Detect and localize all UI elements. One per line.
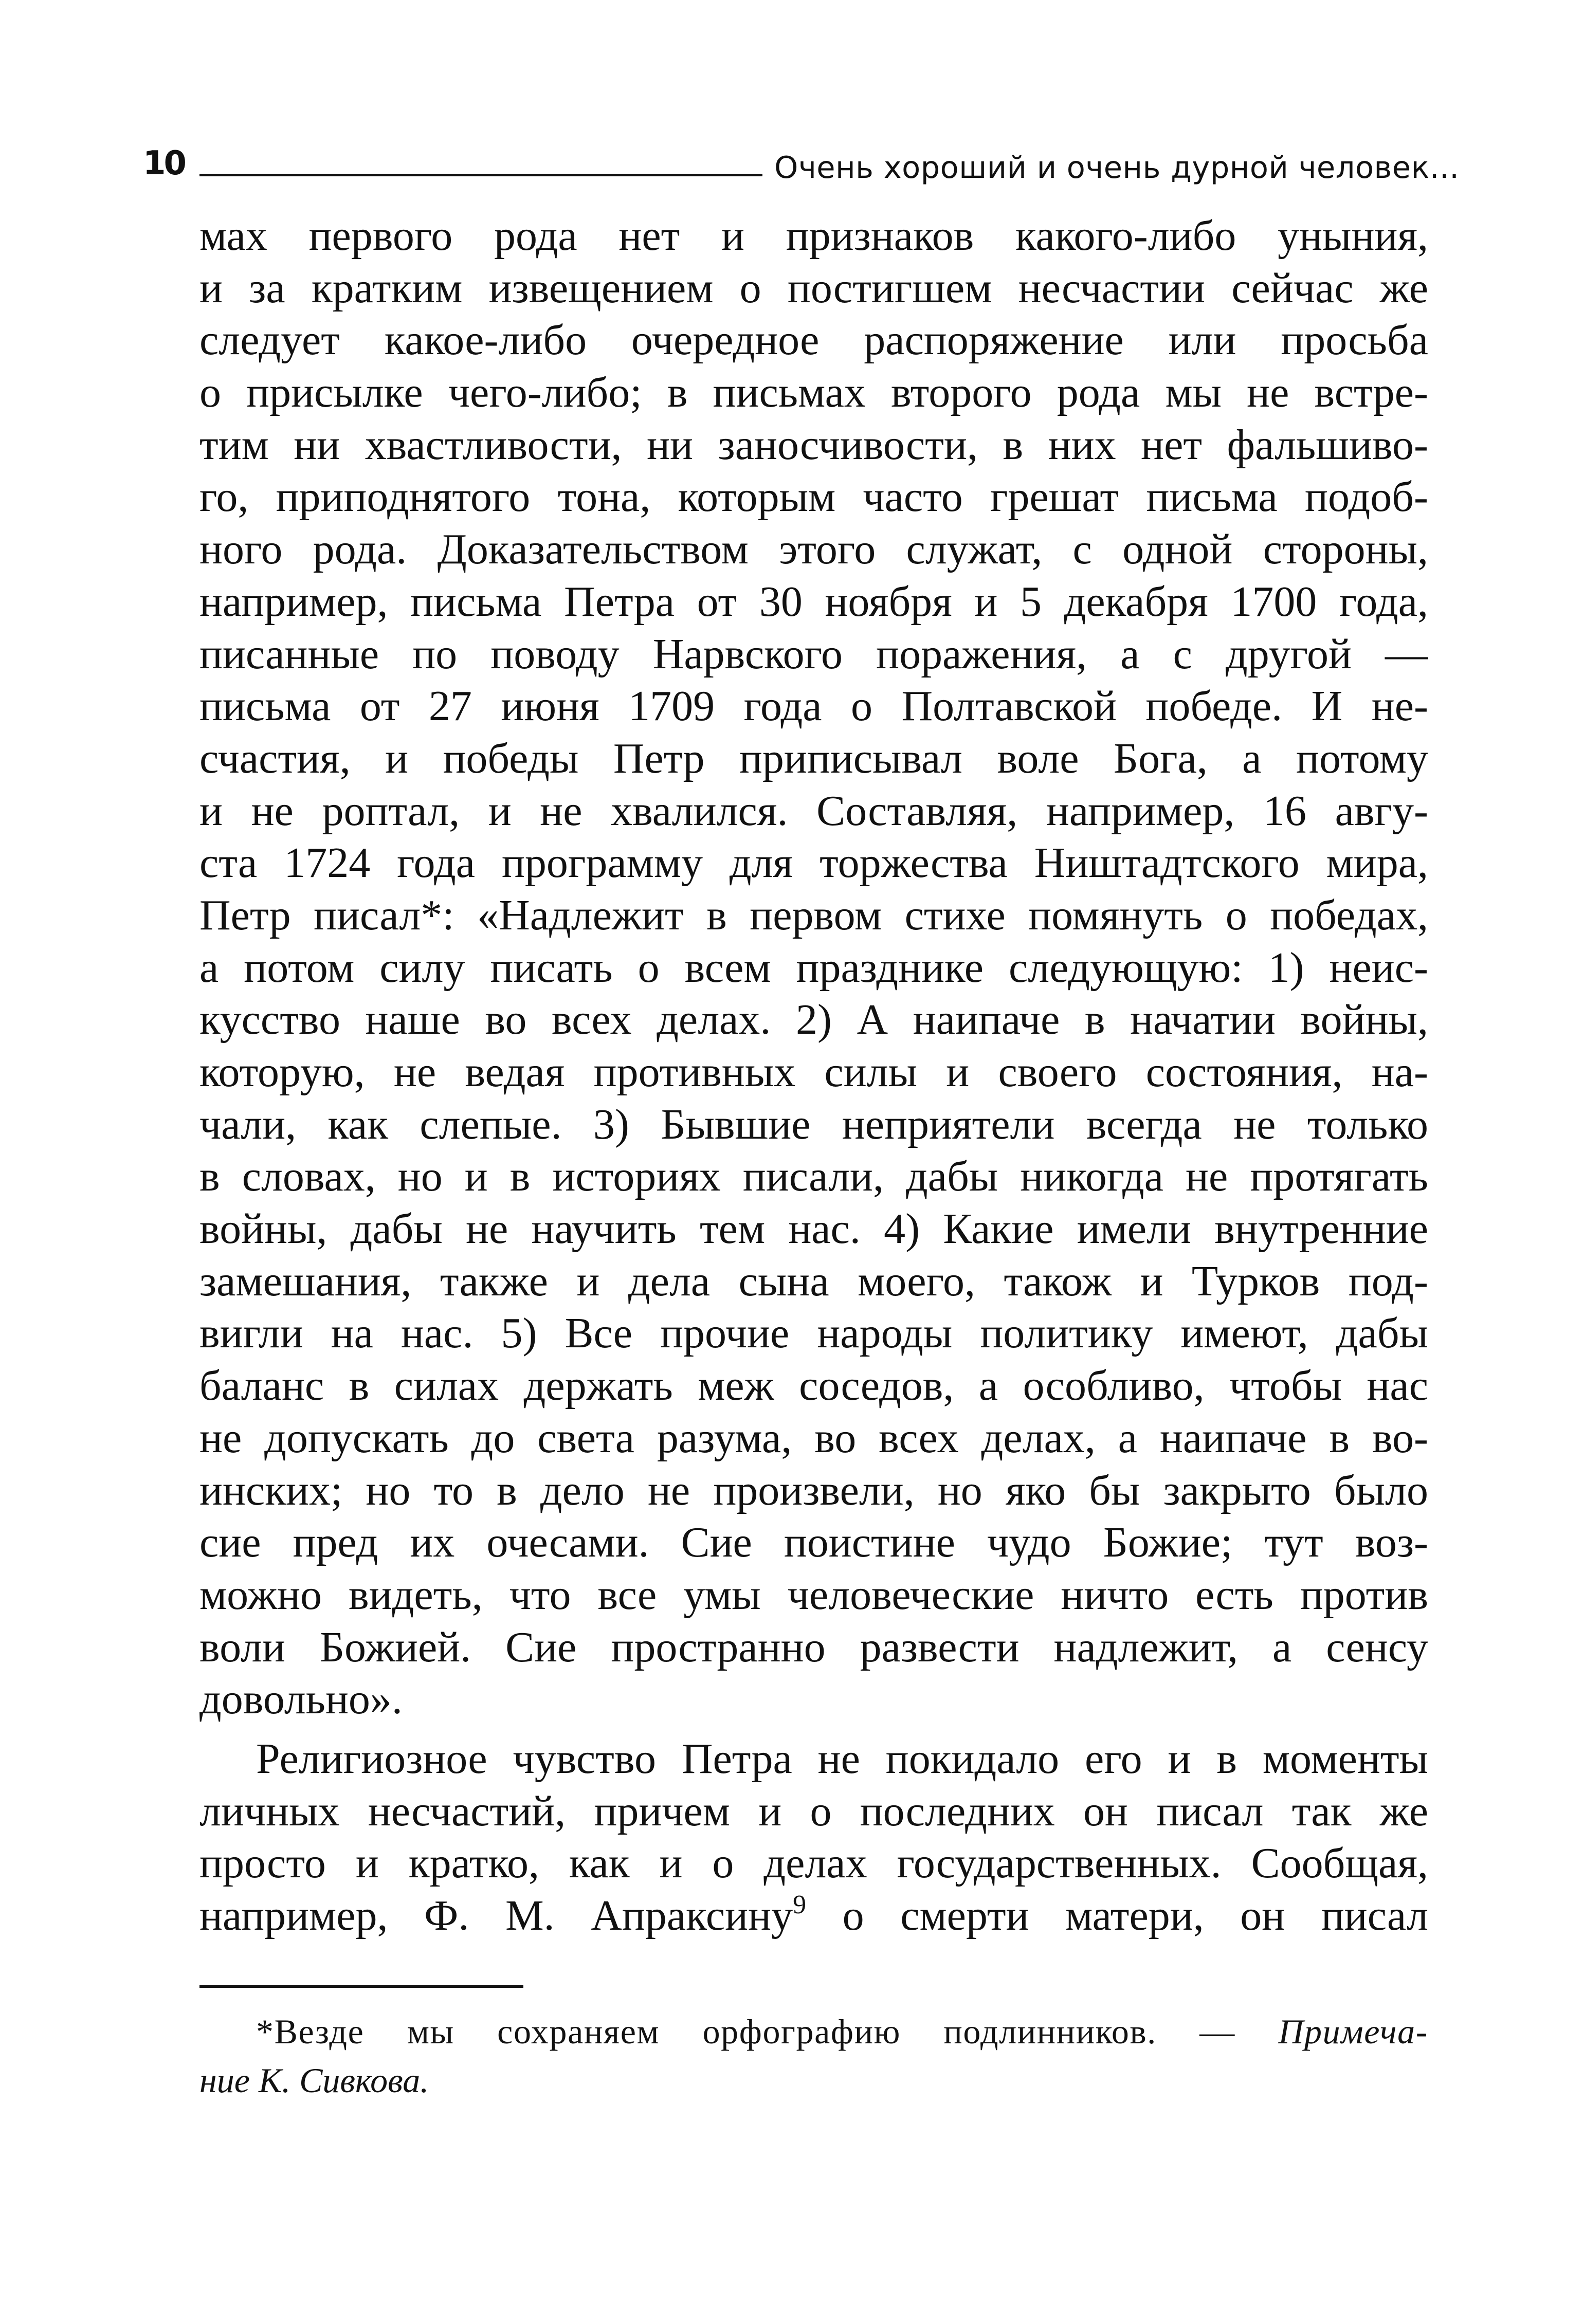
footnote-reference: 9 (793, 1890, 807, 1919)
footnote-line (199, 2007, 1428, 2056)
text-line: мах первого рода нет и признаков какого-либо уныния, (199, 212, 1428, 260)
text-line: тим ни хвастливости, ни заносчивости, в них нет фальшиво- (199, 420, 1428, 469)
footnote (199, 2007, 1428, 2105)
footnote-attribution: Примеча- (1278, 2012, 1428, 2051)
text-line: можно видеть, что все умы человеческие ничто есть против (199, 1570, 1428, 1619)
paragraph (199, 1733, 1428, 1942)
text-line: которую, не ведая противных силы и своего состояния, на- (199, 1048, 1428, 1096)
text-line: писанные по поводу Нарвского поражения, а с другой — (199, 630, 1428, 678)
text-line: не допускать до света разума, во всех делах, а наипаче в во- (199, 1414, 1428, 1462)
text-line: личных несчастий, причем и о последних он писал так же (199, 1787, 1428, 1835)
text-line: чали, как слепые. 3) Бывшие неприятели всегда не только (199, 1100, 1428, 1148)
text-line: довольно». (199, 1675, 403, 1724)
text-line: следует какое-либо очередное распоряжение или просьба (199, 316, 1428, 364)
running-title: Очень хороший и очень дурной человек... (774, 150, 1460, 185)
text-line: в словах, но и в историях писали, дабы никогда не протягать (199, 1152, 1428, 1201)
text-line: а потом силу писать о всем празднике следующую: 1) неис- (199, 943, 1428, 992)
text-segment: например, Ф. М. Апраксину (199, 1892, 793, 1939)
text-line: инских; но то в дело не произвели, но яко бы закрыто было (199, 1466, 1428, 1514)
text-line: просто и кратко, как и о делах государственных. Сообщая, (199, 1839, 1428, 1888)
text-line: ста 1724 года программу для торжества Ништадтского мира, (199, 839, 1428, 887)
text-line: письма от 27 июня 1709 года о Полтавской победе. И не- (199, 682, 1428, 730)
text-line: Петр писал*: «Надлежит в первом стихе помянуть о победах, (199, 891, 1428, 939)
text-line: ного рода. Доказательством этого служат, с одной стороны, (199, 525, 1428, 574)
text-line: и за кратким извещением о постигшем несчастии сейчас же (199, 264, 1428, 312)
text-line: о присылке чего-либо; в письмах второго рода мы не встре- (199, 369, 1428, 417)
text-line: и не роптал, и не хвалился. Составляя, например, 16 авгу- (199, 786, 1428, 835)
text-line: баланс в силах держать меж соседов, а особливо, чтобы нас (199, 1362, 1428, 1410)
footnote-attribution-line: ние К. Сивкова. (199, 2061, 429, 2100)
text-line: войны, дабы не научить тем нас. 4) Какие имели внутренние (199, 1205, 1428, 1253)
text-line: замешания, также и дела сына моего, також и Турков под- (199, 1257, 1428, 1305)
text-line: воли Божией. Сие пространно развести надлежит, а сенсу (199, 1623, 1428, 1671)
text-line: счастия, и победы Петр приписывал воле Бога, а потому (199, 734, 1428, 782)
body-text (199, 210, 1428, 1942)
text-line: го, приподнятого тона, которым часто грешат письма подоб- (199, 473, 1428, 521)
footnote-text: *Везде мы сохраняем орфографию подлинников. — (256, 2012, 1279, 2051)
running-header (143, 138, 1460, 199)
header-rule (199, 174, 762, 176)
text-line: сие пред их очесами. Сие поистине чудо Божие; тут воз- (199, 1518, 1428, 1567)
text-line: например, письма Петра от 30 ноября и 5 декабря 1700 года, (199, 577, 1428, 626)
text-line: кусство наше во всех делах. 2) А наипаче в начатии войны, (199, 996, 1428, 1044)
text-segment: о смерти матери, он писал (842, 1892, 1428, 1939)
page-number: 10 (143, 144, 185, 182)
text-line: вигли на нас. 5) Все прочие народы политику имеют, дабы (199, 1309, 1428, 1358)
text-line: Религиозное чувство Петра не покидало его и в моменты (256, 1734, 1428, 1783)
paragraph (199, 210, 1428, 1726)
footnote-rule (199, 1985, 523, 1988)
text-line-with-footnote (199, 1890, 1428, 1942)
